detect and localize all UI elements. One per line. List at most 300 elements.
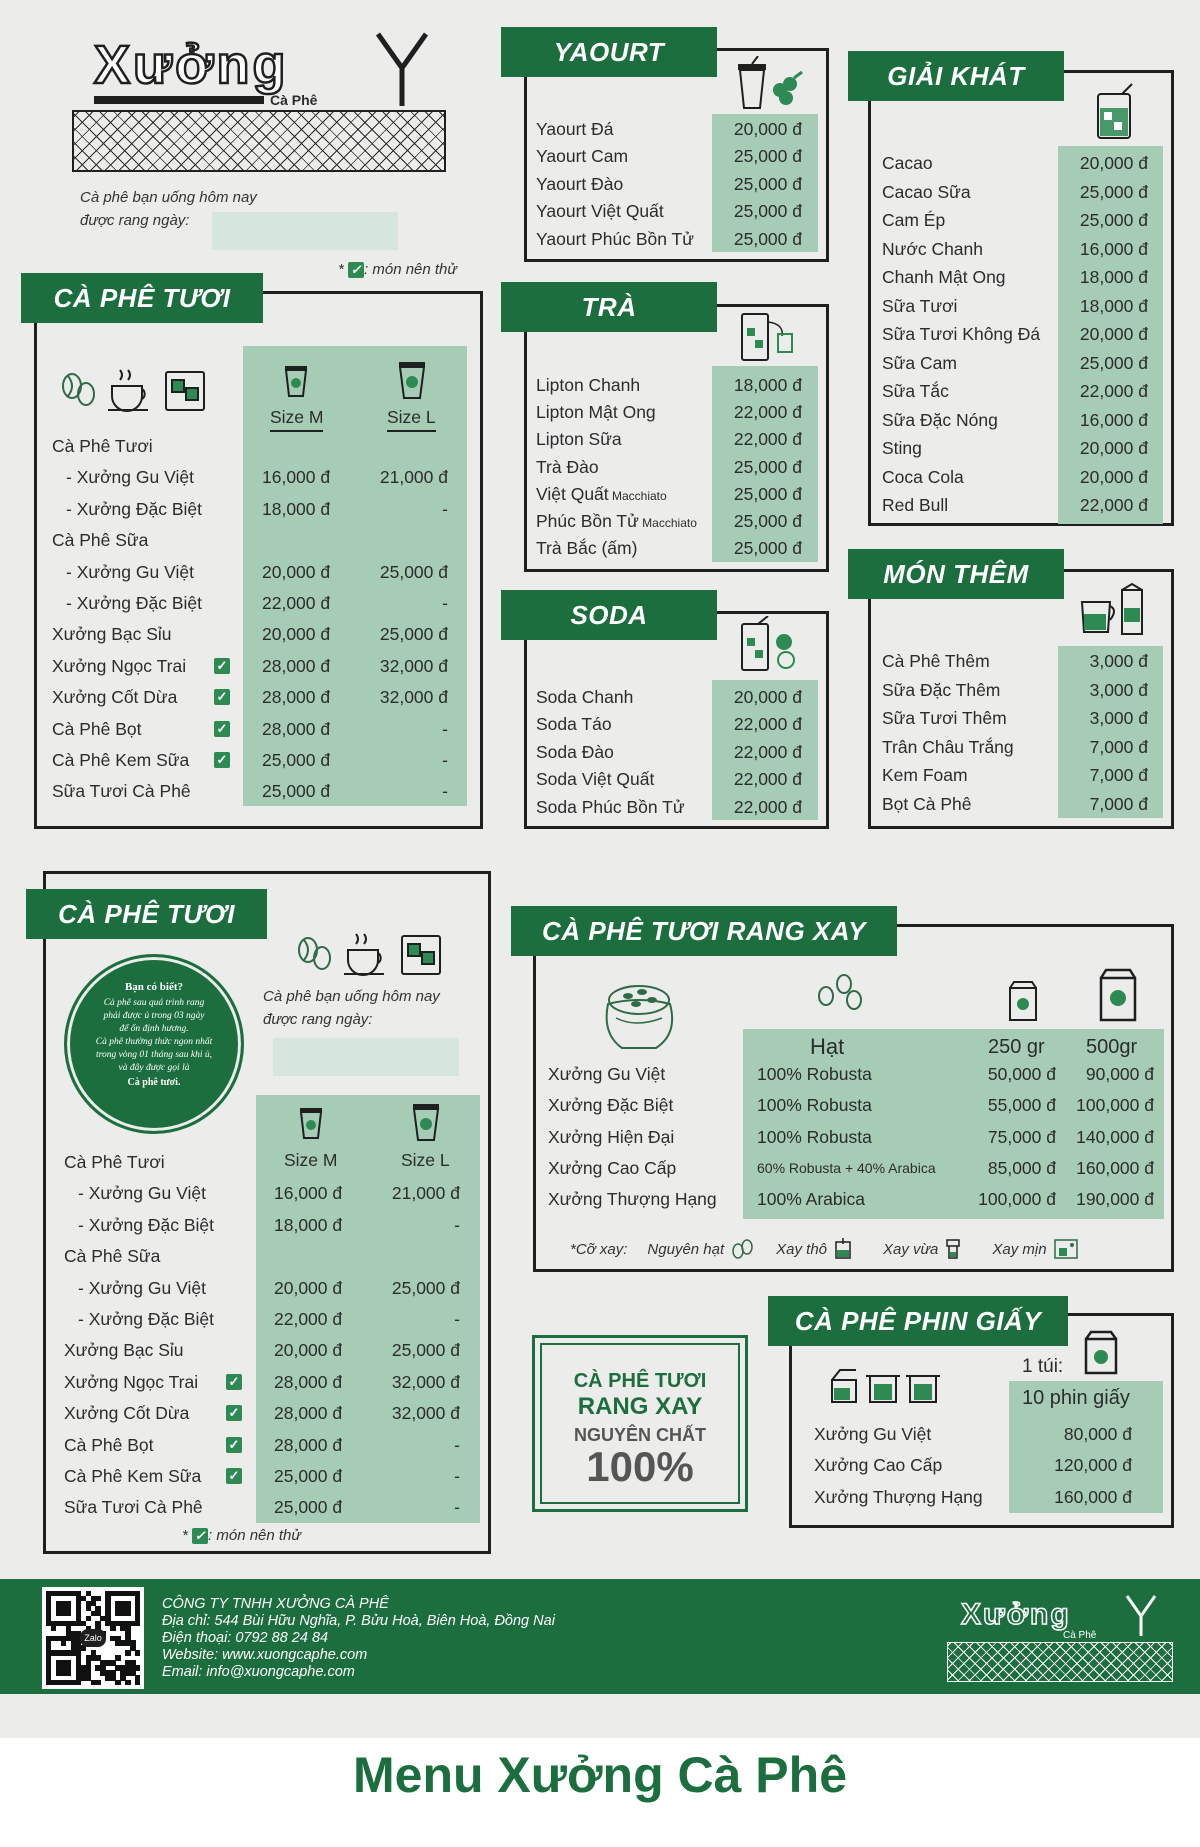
menu-row [536,372,808,398]
price-size-m: 28,000 đ [262,655,331,676]
menu-row [882,264,1154,290]
price-size-l: 21,000 đ [379,467,448,488]
menu-item-name: Yaourt Việt Quất [536,201,664,222]
menu-item-price: 20,000 đ [733,119,802,139]
coffee-fresh-list-bottom [64,1149,468,1524]
menu-row [52,684,456,710]
menu-item-price: 18,000 đ [733,375,802,395]
price-500: 100,000 đ [1076,1095,1154,1116]
check-icon: ✓ [226,1437,242,1453]
menu-item-price: 16,000 đ [1079,238,1148,259]
product-name: Xưởng Gu Việt [814,1424,932,1444]
footer-logo-y-icon [1123,1594,1159,1638]
menu-item-price: 20,000 đ [1079,153,1148,173]
menu-item-name: Cà Phê Kem Sữa [52,750,190,770]
menu-row [52,433,456,459]
check-icon: ✓ [214,752,230,768]
menu-item-price: 20,000 đ [1079,438,1148,458]
menu-item-name: Xưởng Cốt Dừa [52,687,178,708]
menu-item-price: 7,000 đ [1089,765,1148,785]
price-size-m: 28,000 đ [262,687,331,708]
menu-row [536,711,808,737]
price-size-l: 25,000 đ [391,1340,460,1361]
phin-giay-list [814,1421,1134,1515]
menu-row [882,705,1154,731]
menu-row [882,492,1154,518]
cold-drink-icon [1094,82,1138,142]
menu-row [536,226,808,252]
menu-item-price: 22,000 đ [1079,381,1148,401]
coffee-beans-icon [63,374,94,405]
menu-row [882,791,1154,817]
menu-row [536,171,808,197]
product-name: Xưởng Thượng Hạng [548,1189,717,1210]
menu-item-name: Cà Phê Sữa [52,530,149,551]
check-icon: ✓ [226,1405,242,1421]
menu-row [536,399,808,425]
phin-filter-icon [944,1238,962,1260]
menu-item-name: Kem Foam [882,765,968,785]
menu-row [882,648,1154,674]
legend-bottom-text: : món nên thử [208,1527,301,1544]
roast-note-line1: Cà phê bạn uống hôm nay [80,189,257,206]
menu-row [52,559,456,585]
menu-row [882,350,1154,376]
giai-khat-title: GIẢI KHÁT [848,51,1064,101]
menu-item-name: Red Bull [882,495,949,515]
coffee-fresh-list-top [52,433,456,813]
product-name: Xưởng Thượng Hạng [814,1486,983,1507]
grind-fine: Xay mịn [992,1240,1047,1258]
did-you-know-line: trong vòng 01 tháng sau khi ủ, [95,1050,213,1060]
menu-item-name: Cacao Sữa [882,181,971,202]
menu-row [64,1306,468,1332]
price-size-l: - [442,718,448,739]
menu-item-name: Cà Phê Bọt [64,1434,154,1455]
menu-row [882,179,1154,205]
menu-item-name: Cà Phê Tươi [64,1152,165,1172]
price-size-m: 20,000 đ [262,624,331,645]
footer-phone[interactable]: Điện thoại: 0792 88 24 84 [162,1630,329,1646]
menu-row [536,198,808,224]
phin-col-header: 10 phin giấy [1022,1387,1130,1409]
did-you-know-line: Cà phê sau quá trình rang [103,998,205,1008]
menu-row [548,1155,1160,1181]
bag-500-icon [1097,968,1139,1024]
menu-item-name: - Xưởng Gu Việt [66,561,194,582]
menu-item-price: 20,000 đ [1079,324,1148,344]
menu-item-name: - Xưởng Đặc Biệt [66,498,203,519]
grind-medium: Xay vừa [883,1240,939,1258]
price-size-m: 20,000 đ [274,1277,343,1298]
milk-jug-icon [1078,582,1148,638]
menu-item-name: Yaourt Đào [536,173,624,194]
price-size-l: 32,000 đ [391,1403,460,1424]
price-size-m: 25,000 đ [262,781,331,802]
menu-row [882,464,1154,490]
bag-250-icon [1006,980,1040,1024]
price-250: 85,000 đ [987,1157,1056,1178]
price-500: 90,000 đ [1085,1064,1154,1084]
menu-row [548,1186,1160,1212]
giai-khat-list [882,150,1154,520]
menu-item-name: Soda Chanh [536,687,634,707]
menu-row [882,321,1154,347]
menu-row [64,1400,468,1426]
did-you-know-line: Cà phê thường thức ngon nhất [95,1037,213,1047]
menu-item-price: 25,000 đ [733,483,802,504]
qr-code[interactable] [42,1587,144,1689]
price-size-l: - [454,1434,460,1455]
menu-item-name: - Xưởng Gu Việt [78,1277,206,1298]
check-icon: ✓ [348,262,364,278]
menu-row [536,143,808,169]
menu-row [814,1484,1134,1510]
size-m-header-bottom: Size M [284,1150,338,1170]
product-name: Xưởng Đặc Biệt [548,1095,674,1116]
menu-item-price: 3,000 đ [1089,651,1148,671]
menu-item-name: Cà Phê Bọt [52,718,142,739]
menu-item-name-main: Việt Quất [536,483,609,504]
menu-row [882,150,1154,176]
rang-xay-title: CÀ PHÊ TƯƠI RANG XAY [511,906,897,956]
menu-item-price: 18,000 đ [1079,295,1148,316]
price-size-l: - [454,1466,460,1486]
menu-item-price: 20,000 đ [733,687,802,707]
menu-item-price: 18,000 đ [1079,267,1148,287]
soda-list [536,684,808,820]
menu-row [52,747,456,773]
logo-wordmark: Xưởng [94,35,289,95]
menu-item-price: 7,000 đ [1089,793,1148,814]
tra-list [536,372,808,562]
legend-bottom: * ✓ : món nên thử [182,1527,301,1544]
did-you-know-text [67,997,241,1075]
menu-row [536,794,808,820]
price-size-m: 25,000 đ [262,750,331,770]
menu-item-name: Sữa Cam [882,352,957,373]
menu-row [64,1369,468,1395]
footer-company: CÔNG TY TNHH XƯỞNG CÀ PHÊ [162,1596,389,1612]
menu-item-price: 25,000 đ [733,456,802,477]
menu-item-name: - Xưởng Đặc Biệt [78,1309,215,1329]
col-500-header: 500gr [1086,1036,1138,1058]
menu-item-price: 25,000 đ [733,511,802,531]
menu-row [814,1452,1134,1478]
menu-row [882,293,1154,319]
menu-item-price: 25,000 đ [733,228,802,249]
menu-item-price: 25,000 đ [733,538,802,559]
roast-note-bottom-line1: Cà phê bạn uống hôm nay [263,988,440,1005]
menu-row [536,508,808,534]
menu-item-price: 25,000 đ [733,146,802,167]
menu-row [536,766,808,792]
price-size-m: 20,000 đ [262,561,331,582]
footer-info [162,1596,555,1681]
menu-item-name: Coca Cola [882,466,964,487]
menu-item-name: Trà Bắc (ấm) [536,538,638,559]
mon-them-list [882,648,1154,818]
price-size-m: 22,000 đ [274,1309,343,1329]
product-name: Xưởng Cao Cấp [548,1157,677,1178]
menu-item-price: 22,000 đ [733,769,802,790]
price-500: 140,000 đ [1076,1126,1154,1147]
iced-glass-icon [166,372,204,410]
yaourt-list [536,116,808,252]
logo-y-icon [372,30,432,110]
size-m-header-top: Size M [270,407,323,432]
price-size-m: 18,000 đ [274,1214,343,1235]
bean-type: 100% Robusta [757,1126,872,1147]
did-you-know-badge [64,954,244,1134]
menu-row [536,684,808,710]
roast-note-bottom [263,985,440,1031]
menu-item-name: Sữa Đặc Thêm [882,679,1001,700]
logo-subtitle: Cà Phê [270,92,318,108]
menu-item-price: 22,000 đ [733,796,802,817]
espresso-machine-icon [1053,1238,1079,1260]
menu-row [52,464,456,490]
menu-item-name: Lipton Chanh [536,375,641,395]
menu-row [64,1149,468,1175]
price-500: 160,000 đ [1076,1157,1154,1178]
price-size-l: 25,000 đ [379,624,448,645]
rang-xay-list [548,1061,1160,1217]
price-size-m: 28,000 đ [274,1403,343,1424]
product-name: Xưởng Gu Việt [548,1064,666,1084]
menu-item-name: Yaourt Phúc Bồn Tử [536,228,694,249]
coffee-bag-icon [1082,1329,1120,1377]
tra-title: TRÀ [501,282,717,332]
price-size-l: - [454,1497,460,1518]
coffee-fresh-title-bottom: CÀ PHÊ TƯƠI [26,889,267,939]
menu-item-name [536,481,667,509]
menu-item-name: - Xưởng Gu Việt [66,467,194,488]
menu-row [52,716,456,742]
menu-row [536,535,808,561]
stamp-100-percent [532,1335,748,1512]
product-price: 120,000 đ [1054,1455,1132,1476]
menu-row [52,496,456,522]
did-you-know-last: Cà phê tươi. [127,1077,181,1088]
menu-item-name: Sữa Tươi [882,295,958,316]
price-size-m: 25,000 đ [274,1466,343,1486]
price-size-l: - [442,781,448,802]
roast-note-line2: được rang ngày: [80,212,190,229]
menu-item-name-suffix: Macchiato [638,516,697,530]
logo [72,26,452,174]
menu-item-name: - Xưởng Gu Việt [78,1183,206,1204]
price-size-m: 16,000 đ [262,467,331,488]
beans-icon [814,972,866,1012]
menu-item-name: Soda Phúc Bồn Tử [536,796,685,817]
did-you-know-title: Bạn có biết? [124,981,184,993]
product-name: Xưởng Cao Cấp [814,1455,943,1476]
coffee-fresh-title-top: CÀ PHÊ TƯƠI [21,273,263,323]
menu-item-name: Cà Phê Kem Sữa [64,1466,202,1486]
menu-item-name: Lipton Sữa [536,429,622,450]
menu-item-name: Soda Đào [536,741,614,762]
menu-item-name: Sữa Tươi Thêm [882,708,1007,728]
menu-row [64,1432,468,1458]
bean-type: 100% Arabica [757,1189,865,1210]
yaourt-title: YAOURT [501,27,717,77]
price-size-m: 25,000 đ [274,1497,343,1518]
did-you-know-line: phải được ủ trong 03 ngày [103,1011,205,1021]
menu-item-name: Yaourt Cam [536,146,629,167]
menu-row [52,653,456,679]
menu-item-name: Lipton Mật Ong [536,402,656,423]
menu-item-name: Cà Phê Thêm [882,651,990,671]
menu-row [882,734,1154,760]
menu-row [64,1494,468,1520]
grind-label: *Cỡ xay: [570,1240,628,1258]
roast-date-field[interactable] [212,212,398,250]
menu-item-name: Xưởng Ngọc Trai [64,1371,199,1392]
price-size-l: 32,000 đ [379,655,448,676]
coffee-icons-bottom [294,928,446,978]
soda-title: SODA [501,590,717,640]
price-size-l: - [454,1214,460,1235]
cup-l-icon-bottom [411,1102,441,1142]
footer-logo-sub: Cà Phê [1063,1630,1097,1641]
footer-logo-wordmark: Xưởng [961,1598,1071,1631]
phin-giay-title: CÀ PHÊ PHIN GIẤY [768,1296,1068,1346]
check-icon: ✓ [214,658,230,674]
yaourt-icon [734,56,806,110]
price-size-l: 25,000 đ [391,1277,460,1298]
col-250-header: 250 gr [988,1036,1045,1058]
product-name: Xưởng Hiện Đại [548,1126,675,1147]
menu-item-price: 16,000 đ [1079,409,1148,430]
footer-logo-hatch [947,1642,1173,1682]
check-icon: ✓ [226,1374,242,1390]
menu-row [882,236,1154,262]
menu-row [882,378,1154,404]
stamp-line2: RANG XAY [577,1393,703,1420]
menu-item-price: 25,000 đ [1079,352,1148,373]
menu-item-name: Cà Phê Sữa [64,1246,161,1267]
menu-item-price: 3,000 đ [1089,679,1148,700]
menu-row [52,527,456,553]
footer-email[interactable]: Email: info@xuongcaphe.com [162,1664,355,1680]
menu-row [64,1337,468,1363]
bean-type: 60% Robusta + 40% Arabica [757,1159,936,1176]
logo-underline [94,96,264,104]
menu-item-name: Trân Châu Trắng [882,736,1014,757]
menu-item-name: Sting [882,438,922,458]
menu-item-price: 25,000 đ [733,173,802,194]
grind-coarse: Xay thô [776,1240,828,1258]
menu-row [536,454,808,480]
qr-badge: Zalo [80,1629,106,1647]
did-you-know-line: để ổn định hương. [119,1024,189,1034]
menu-item-name: Bọt Cà Phê [882,793,972,814]
price-250: 55,000 đ [987,1095,1056,1116]
menu-row [536,739,808,765]
footer-address: Địa chỉ: 544 Bùi Hữu Nghĩa, P. Bửu Hoà, Biên Hoà, Đồng Nai [162,1613,555,1629]
menu-item-price: 22,000 đ [1079,495,1148,515]
price-size-l: - [442,593,448,613]
menu-row [882,207,1154,233]
product-price: 160,000 đ [1054,1486,1132,1507]
menu-row [882,677,1154,703]
price-size-l: - [442,750,448,770]
price-size-l: 32,000 đ [391,1371,460,1392]
menu-row [64,1212,468,1238]
footer-website[interactable]: Website: www.xuongcaphe.com [162,1647,368,1663]
menu-item-name: Cam Ép [882,210,946,230]
menu-item-price: 3,000 đ [1089,708,1148,728]
menu-row [64,1180,468,1206]
stamp-line3: NGUYÊN CHẤT [573,1425,706,1445]
legend: * ✓ : món nên thử [338,261,457,278]
price-size-m: 20,000 đ [274,1340,343,1361]
menu-row [536,481,808,507]
cup-l-icon-top [397,360,427,400]
bean-type: 100% Robusta [757,1064,872,1084]
roast-date-field-bottom[interactable] [273,1038,459,1076]
price-250: 50,000 đ [987,1064,1056,1084]
menu-row [64,1243,468,1269]
phin-unit-label: 1 túi: [1022,1356,1064,1377]
menu-item-price: 25,000 đ [1079,181,1148,202]
size-l-header-top: Size L [387,407,436,432]
french-press-icon [833,1238,853,1260]
price-size-l: 21,000 đ [391,1183,460,1204]
price-250: 75,000 đ [987,1126,1056,1147]
check-icon: ✓ [192,1528,208,1544]
menu-item-name: Cà Phê Tươi [52,436,153,456]
logo-hatch-pattern [72,110,446,172]
menu-item-name: - Xưởng Đặc Biệt [78,1214,215,1235]
filter-bags-icon [828,1366,948,1406]
menu-item-name: Soda Táo [536,714,612,735]
menu-row [52,590,456,616]
did-you-know-line: và đây được gọi là [118,1063,190,1073]
product-price: 80,000 đ [1063,1424,1132,1444]
menu-item-name: Trà Đào [536,456,599,477]
menu-row [548,1124,1160,1150]
menu-row [882,762,1154,788]
menu-item-name: Sữa Tươi Cà Phê [52,781,191,802]
price-size-l: 25,000 đ [379,561,448,582]
coffee-sack-icon [598,974,680,1052]
menu-item-price: 22,000 đ [733,714,802,735]
price-size-m: 28,000 đ [274,1371,343,1392]
menu-item-name: Nước Chanh [882,238,984,259]
menu-item-name [536,508,697,536]
menu-item-name: Yaourt Đá [536,119,614,139]
legend-text: : món nên thử [364,261,457,278]
soda-icon [738,616,798,674]
size-l-header-bottom: Size L [401,1150,450,1170]
hot-cup-icon [108,370,148,411]
check-icon: ✓ [214,721,230,737]
stamp-line1: CÀ PHÊ TƯƠI [573,1370,707,1392]
price-size-m: 28,000 đ [274,1434,343,1455]
menu-row [64,1463,468,1489]
price-size-m: 22,000 đ [262,593,331,613]
col-bean-header: Hạt [810,1034,845,1059]
menu-item-name-main: Phúc Bồn Tử [536,511,639,531]
menu-item-price: 20,000 đ [1079,466,1148,487]
menu-row [536,426,808,452]
cup-m-icon-top [283,364,309,398]
page-caption: Menu Xưởng Cà Phê [0,1738,1200,1847]
cup-m-icon-bottom [298,1106,324,1140]
check-icon: ✓ [214,689,230,705]
